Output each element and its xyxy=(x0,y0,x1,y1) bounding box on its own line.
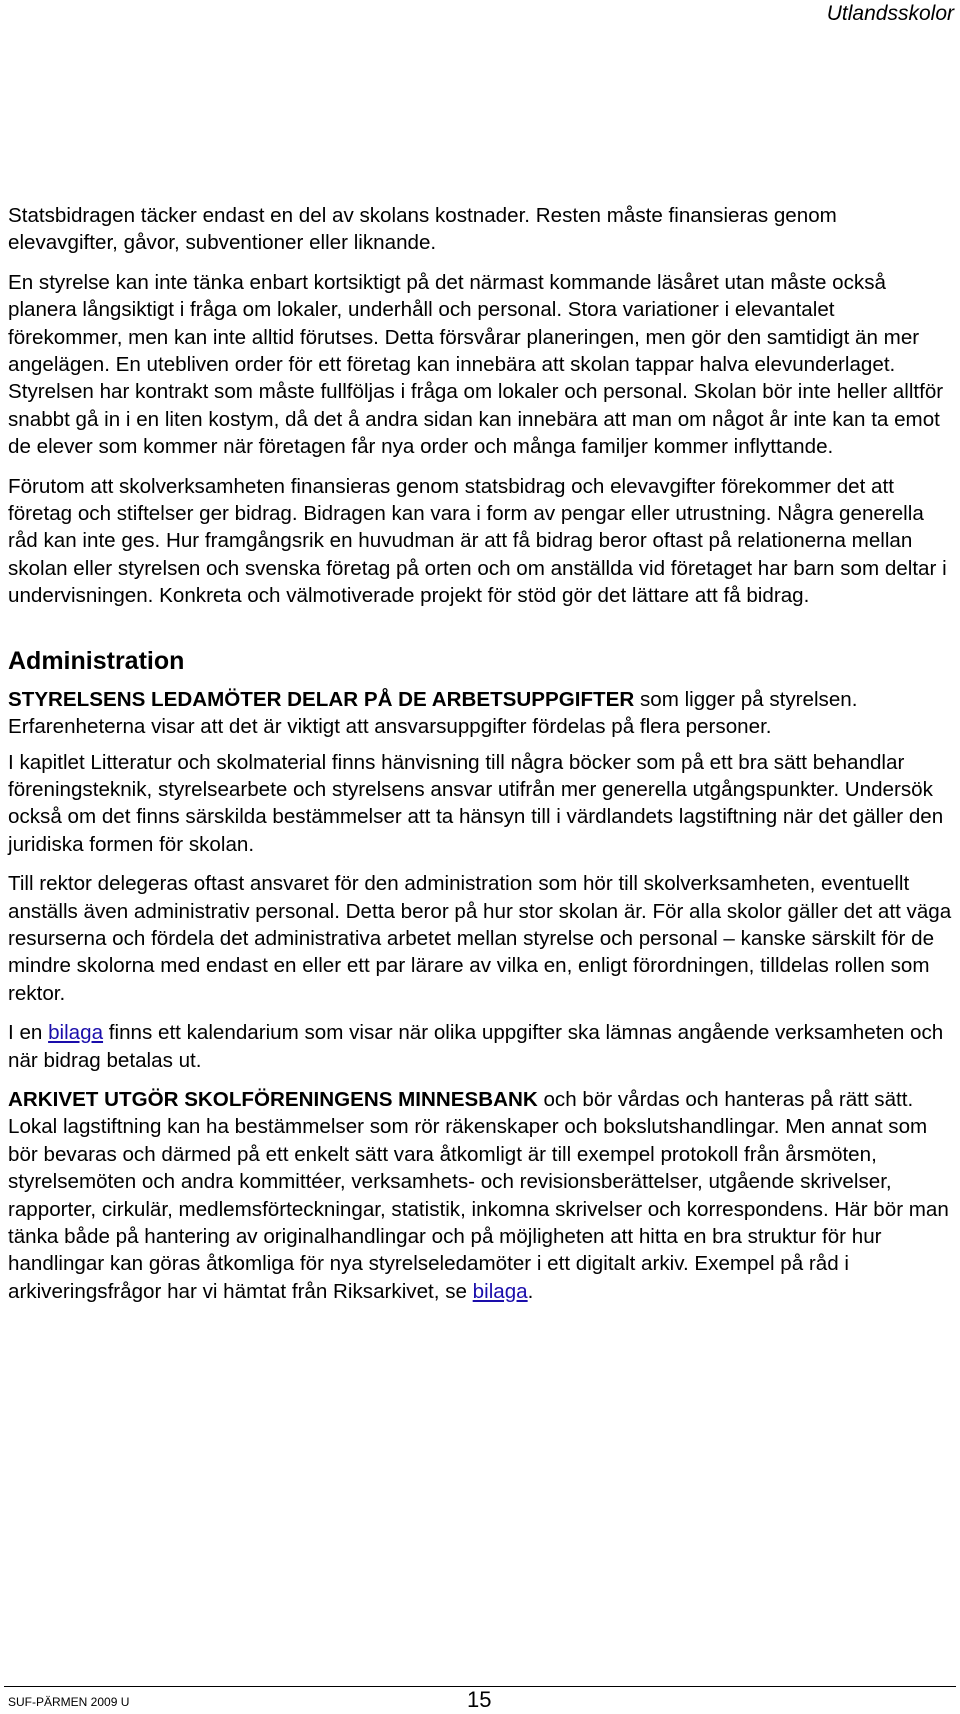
paragraph-archive xyxy=(8,1086,952,1305)
paragraph-contributions: Förutom att skolverksamheten finansieras genom statsbidrag och elevavgifter förekommer det att företag och stiftelser ger bidrag. Bidragen kan vara i form av pengar eller utrustning. Några generella råd kan inte ges. Hur framgångsrik en huvudman är att få bidrag beror oftast på relationerna mellan skolan eller styrelsen och svenska företag på orten och om anställda vid företaget har barn som deltar i undervisningen. Konkreta och välmotiverade projekt för stöd gör det lättare att få bidrag. xyxy=(8,474,947,608)
caps-lead-board: STYRELSENS LEDAMÖTER DELAR PÅ DE ARBETSUPPGIFTER xyxy=(8,687,635,711)
section-heading: Administration xyxy=(8,646,185,675)
page-number: 15 xyxy=(467,1687,492,1712)
bilaga-link-archive[interactable]: bilaga xyxy=(472,1279,528,1303)
calendar-text-pre: I en xyxy=(8,1021,49,1045)
paragraph-board-duties-text: som ligger på styrelsen. Erfarenheterna visar att det är viktigt att ansvarsuppgifter fördelas på flera personer. xyxy=(8,687,858,739)
footer-publication: SUF-PÄRMEN 2009 U xyxy=(8,1695,130,1709)
paragraph-principal: Till rektor delegeras oftast ansvaret för den administration som hör till skolverksamheten, eventuellt anställs även administrativ personal. Detta beror på hur stor skolan är. För alla skolor gäller det att väga resurserna och fördela det administrativa arbetet mellan styrelse och personal – kanske särskilt för de mindre skolorna med endast en eller ett par lärare av vilka en, enligt förordningen, tilldelas rollen som rektor. xyxy=(8,872,952,1005)
calendar-text-post: finns ett kalendarium som visar när olika uppgifter ska lämnas angående verksamheten och när bidrag betalas ut. xyxy=(8,1021,944,1072)
archive-text-end: . xyxy=(527,1279,534,1303)
bilaga-link-calendar[interactable]: bilaga xyxy=(48,1021,104,1045)
caps-lead-archive: ARKIVET UTGÖR SKOLFÖRENINGENS MINNESBANK xyxy=(8,1087,538,1111)
running-header: Utlandsskolor xyxy=(826,2,954,25)
document-body xyxy=(8,202,952,1317)
archive-text: och bör vårdas och hanteras på rätt sätt. Lokal lagstiftning kan ha bestämmelser som rör räkenskaper och bokslutshandlingar. Men annat som bör bevaras och därmed på ett enkelt sätt vara åtkomligt är till exempel protokoll från årsmöten, styrelsemöten och andra kommittéer, verksamhets- och revisionsberättelser, utgående skrivelser, rapporter, cirkulär, medlemsförteckningar, statistik, inkomna skrivelser och korrespondens. Här bör man tänka både på hantering av originalhandlingar och på möjligheten att hitta en bra struktur för hur handlingar kan göras åtkomliga för nya styrelseledamöter i ett digitalt arkiv. Exempel på råd i arkiveringsfrågor har vi hämtat från Riksarkivet, se xyxy=(8,1087,949,1303)
paragraph-funding: Statsbidragen täcker endast en del av skolans kostnader. Resten måste finansieras genom elevavgifter, gåvor, subventioner eller liknande. xyxy=(8,204,837,255)
paragraph-calendar xyxy=(8,1019,952,1074)
paragraph-literature: I kapitlet Litteratur och skolmaterial finns hänvisning till några böcker som på ett bra sätt behandlar föreningsteknik, styrelsearbete och styrelsens ansvar utifrån mer generella utgångspunkter. Undersök också om det finns särskilda bestämmelser att ta hänsyn till i värdlandets lagstiftning när det gäller den juridiska formen för skolan. xyxy=(8,750,944,856)
paragraph-board-duties xyxy=(8,686,952,741)
paragraph-planning: En styrelse kan inte tänka enbart kortsiktigt på det närmast kommande läsåret utan måste också planera långsiktigt i fråga om lokaler, underhåll och personal. Stora variationer i elevantalet förekommer, men kan inte alltid förutses. Detta försvårar planeringen, men gör den samtidigt än mer angelägen. En utebliven order för ett företag kan innebära att skolan tappar halva elevunderlaget. Styrelsen har kontrakt som måste fullföljas i fråga om lokaler och personal. Skolan bör inte heller alltför snabbt gå in i en liten kostym, då det å andra sidan kan innebära att man om något år inte kan ta emot de elever som kommer när företagen får nya order och många familjer kommer inflyttande. xyxy=(8,270,944,459)
